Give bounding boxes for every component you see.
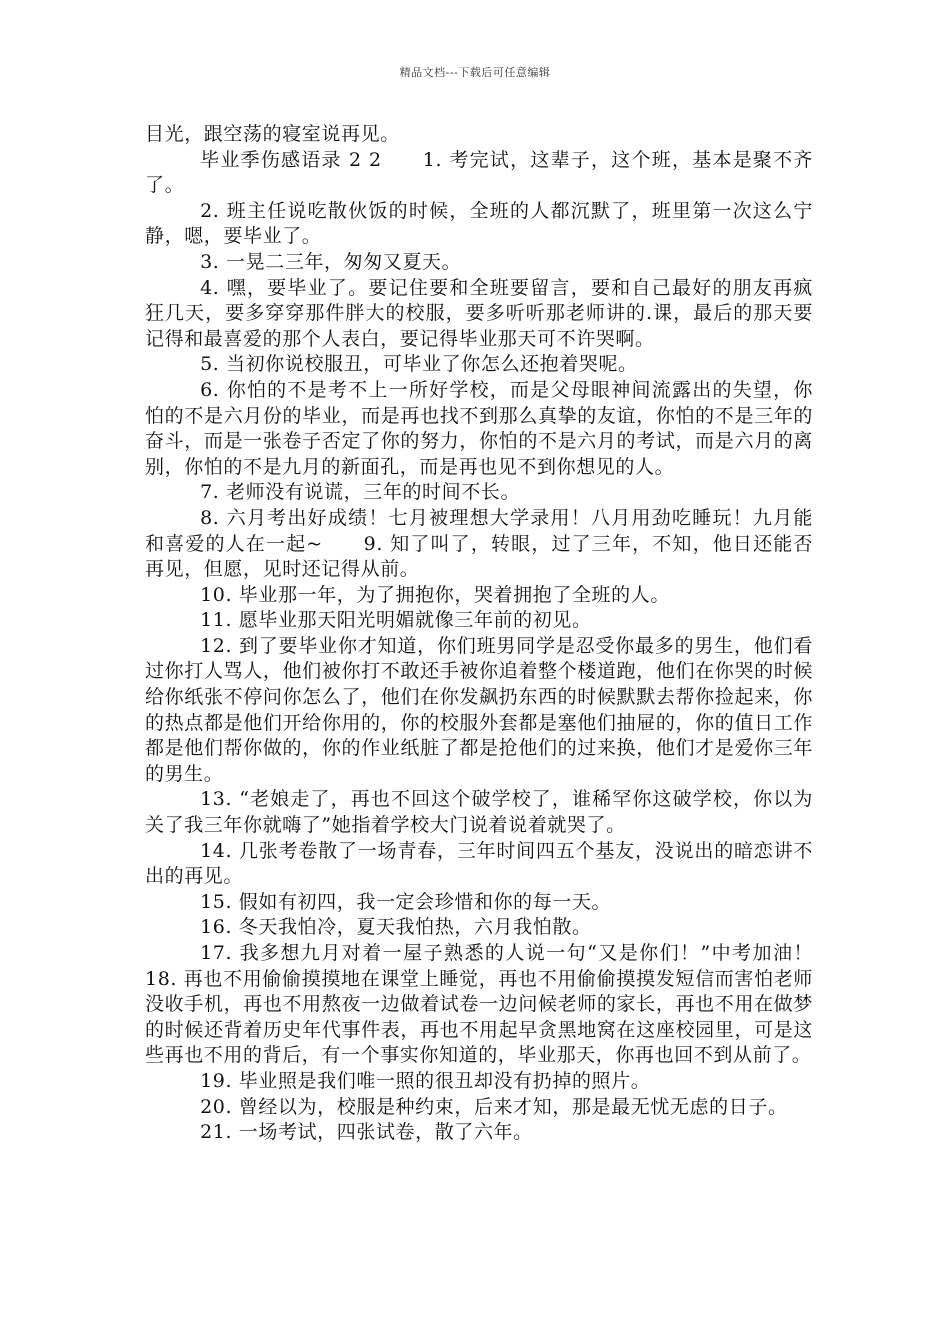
paragraph-item-1: 毕业季伤感语录 2 2 1. 考完试，这辈子，这个班，基本是聚不齐了。 <box>145 148 813 197</box>
paragraph-item-13: 13. “老娘走了，再也不回这个破学校了，谁稀罕你这破学校，你以为关了我三年你就嗨了”她指着学校大门说着说着就哭了。 <box>145 788 813 837</box>
paragraph-item-20: 20. 曾经以为，校服是种约束，后来才知，那是最无忧无虑的日子。 <box>200 1095 788 1118</box>
paragraph-item-7: 7. 老师没有说谎，三年的时间不长。 <box>200 481 521 504</box>
paragraph-item-5: 5. 当初你说校服丑，可毕业了你怎么还抱着哭呢。 <box>200 353 638 376</box>
paragraph-item-4: 4. 嘿，要毕业了。要记住要和全班要留言，要和自己最好的朋友再疯狂几天，要多穿穿那件胖大的校服，要多听听那老师讲的.课，最后的那天要记得和最喜爱的那个人表白，要记得毕业那天可不许哭啊。 <box>145 276 813 350</box>
paragraph-item-10: 10. 毕业那一年，为了拥抱你，哭着拥抱了全班的人。 <box>200 583 670 606</box>
paragraph-item-14: 14. 几张考卷散了一场青春，三年时间四五个基友，没说出的暗恋讲不出的再见。 <box>145 839 813 888</box>
paragraph-item-11: 11. 愿毕业那天阳光明媚就像三年前的初见。 <box>200 609 592 632</box>
document-body <box>145 122 853 1146</box>
paragraph-item-16: 16. 冬天我怕冷，夏天我怕热，六月我怕散。 <box>200 916 592 939</box>
paragraph-item-2: 2. 班主任说吃散伙饭的时候，全班的人都沉默了，班里第一次这么宁静，嗯，要毕业了。 <box>145 199 813 248</box>
paragraph-item-21: 21. 一场考试，四张试卷，散了六年。 <box>200 1121 533 1144</box>
paragraph-item-12: 12. 到了要毕业你才知道，你们班男同学是忍受你最多的男生，他们看过你打人骂人，他们被你打不敢还手被你追着整个楼道跑，他们在你哭的时候给你纸张不停问你怎么了，他们在你发飙扔东西的时候默默去帮你捡起来，你的热点都是他们开给你用的，你的校服外套都是塞他们抽屉的，你的值日工作都是他们帮你做的，你的作业纸脏了都是抢他们的过来换，他们才是爱你三年的男生。 <box>145 634 813 785</box>
paragraph-item-19: 19. 毕业照是我们唯一照的很丑却没有扔掉的照片。 <box>200 1069 651 1092</box>
paragraph-item-3: 3. 一晃二三年，匆匆又夏天。 <box>200 250 462 273</box>
paragraph-item-17-18: 17. 我多想九月对着一屋子熟悉的人说一句“又是你们！”中考加油！ 18. 再也不用偷偷摸摸地在课堂上睡觉，再也不用偷偷摸摸发短信而害怕老师没收手机，再也不用熬夜一边做着试卷一边问候老师的家长，再也不用在做梦的时候还背着历史年代事件表，再也不用起早贪黑地窝在这座校园里，可是这些再也不用的背后，有一个事实你知道的，毕业那天，你再也回不到从前了。 <box>145 942 853 1067</box>
paragraph-item-6: 6. 你怕的不是考不上一所好学校，而是父母眼神间流露出的失望，你怕的不是六月份的毕业，而是再也找不到那么真挚的友谊，你怕的不是三年的奋斗，而是一张卷子否定了你的努力，你怕的不是六月的考试，而是六月的离别，你怕的不是九月的新面孔，而是再也见不到你想见的人。 <box>145 378 813 478</box>
paragraph-continuation: 目光，跟空荡的寝室说再见。 <box>145 123 400 145</box>
paragraph-item-15: 15. 假如有初四，我一定会珍惜和你的每一天。 <box>200 890 612 913</box>
page-header: 精品文档---下载后可任意编辑 <box>399 66 551 79</box>
paragraph-item-8-9: 8. 六月考出好成绩！七月被理想大学录用！八月用劲吃睡玩！九月能和喜爱的人在一起~ 9. 知了叫了，转眼，过了三年，不知，他日还能否再见，但愿，见时还记得从前。 <box>145 506 813 581</box>
